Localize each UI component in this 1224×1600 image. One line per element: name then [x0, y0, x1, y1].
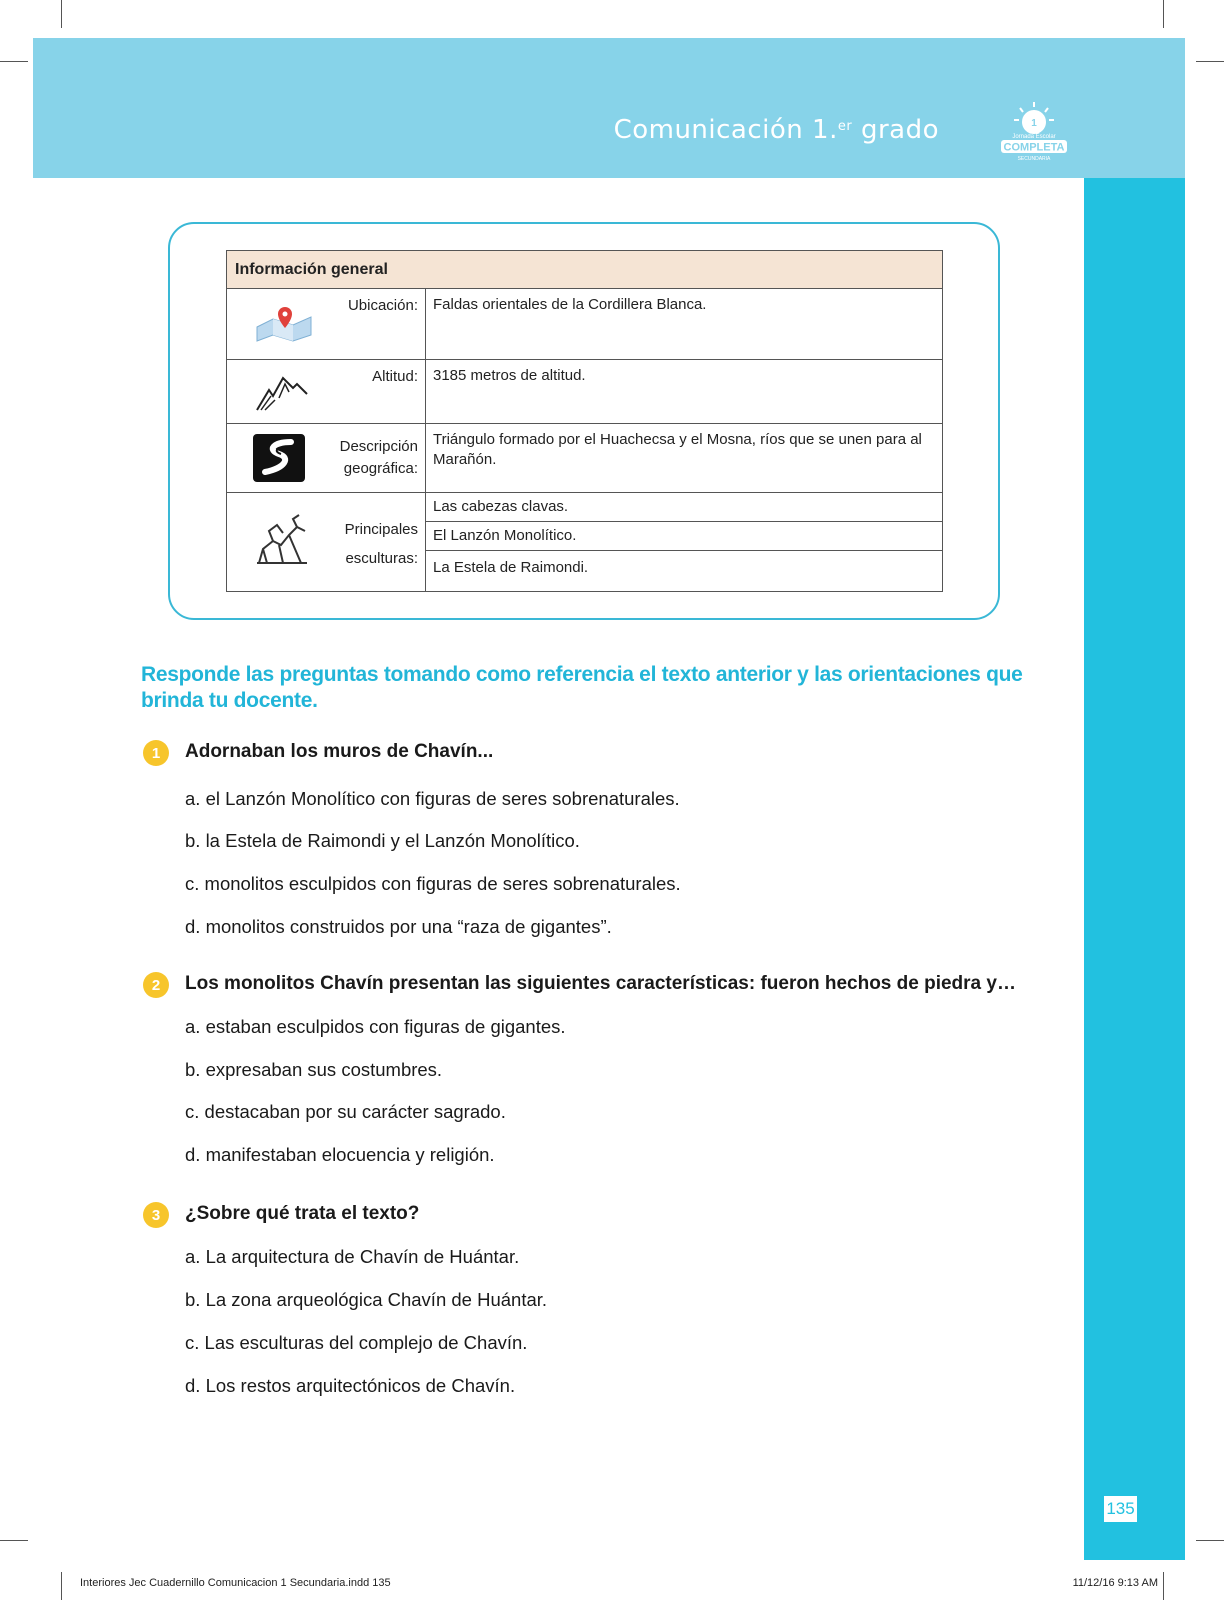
question-text: Los monolitos Chavín presentan las siguientes características: fueron hechos de piedra y…	[185, 973, 1016, 994]
footer-timestamp: 11/12/16 9:13 AM	[1072, 1577, 1158, 1589]
instructions-heading: Responde las preguntas tomando como referencia el texto anterior y las orientaciones que brinda tu docente.	[141, 663, 1023, 712]
question-text: ¿Sobre qué trata el texto?	[185, 1203, 420, 1224]
crop-mark	[61, 0, 62, 28]
answer-option[interactable]: a. La arquitectura de Chavín de Huántar.	[185, 1246, 520, 1267]
question-number-badge: 1	[143, 740, 169, 766]
question-number-badge: 3	[143, 1202, 169, 1228]
sculpture-icon	[253, 513, 311, 571]
info-row-esculturas	[227, 493, 943, 592]
row-label: Altitud:	[372, 368, 418, 385]
jornada-completa-logo	[993, 98, 1075, 162]
row-label	[340, 436, 418, 480]
answer-option[interactable]: c. monolitos esculpidos con figuras de seres sobrenaturales.	[185, 873, 681, 894]
row-value: 3185 metros de altitud.	[433, 367, 586, 384]
title-tail: grado	[852, 115, 939, 145]
question-text: Adornaban los muros de Chavín...	[185, 741, 494, 762]
svg-text:COMPLETA: COMPLETA	[1003, 141, 1065, 154]
row-value: Triángulo formado por el Huachecsa y el Mosna, ríos que se unen para al Marañón.	[433, 431, 922, 468]
info-table-heading-row	[227, 251, 943, 289]
answer-option[interactable]: c. Las esculturas del complejo de Chavín.	[185, 1332, 528, 1353]
info-row-descripcion	[227, 424, 943, 493]
sculpture-item: Las cabezas clavas.	[426, 493, 942, 522]
side-band	[1084, 178, 1185, 1560]
info-row-altitud	[227, 360, 943, 424]
label-line: geográfica:	[343, 460, 418, 477]
crop-mark	[0, 1540, 28, 1541]
mountain-icon	[253, 370, 311, 418]
title-sup: er	[837, 119, 853, 134]
answer-option[interactable]: d. manifestaban elocuencia y religión.	[185, 1144, 495, 1165]
answer-option[interactable]: b. expresaban sus costumbres.	[185, 1059, 443, 1080]
svg-text:1: 1	[1031, 118, 1037, 129]
crop-mark	[1196, 1540, 1224, 1541]
info-row-ubicacion	[227, 289, 943, 360]
row-value: Faldas orientales de la Cordillera Blanca.	[433, 296, 707, 313]
answer-option[interactable]: a. estaban esculpidos con figuras de gigantes.	[185, 1016, 566, 1037]
info-table-heading: Información general	[227, 251, 943, 289]
info-table	[226, 250, 943, 592]
river-icon	[253, 434, 305, 486]
label-line: esculturas:	[345, 550, 418, 567]
svg-text:SECUNDARIA: SECUNDARIA	[1017, 156, 1051, 162]
sculpture-item: La Estela de Raimondi.	[433, 559, 589, 576]
answer-option[interactable]: a. el Lanzón Monolítico con figuras de seres sobrenaturales.	[185, 788, 680, 809]
svg-text:Jornada Escolar: Jornada Escolar	[1012, 134, 1056, 140]
answer-option[interactable]: d. Los restos arquitectónicos de Chavín.	[185, 1375, 516, 1396]
crop-mark	[1163, 0, 1164, 28]
label-line: Principales	[344, 521, 418, 538]
crop-mark	[1196, 61, 1224, 62]
answer-option[interactable]: c. destacaban por su carácter sagrado.	[185, 1101, 506, 1122]
page-number: 135	[1104, 1496, 1137, 1522]
crop-mark	[0, 61, 28, 62]
location-map-icon	[253, 303, 315, 347]
title-main: Comunicación 1.	[613, 115, 838, 145]
row-label	[345, 515, 418, 573]
sculpture-item: El Lanzón Monolítico.	[426, 522, 942, 551]
row-label: Ubicación:	[347, 297, 418, 314]
answer-option[interactable]: d. monolitos construidos por una “raza de gigantes”.	[185, 916, 612, 937]
question-number-badge: 2	[143, 972, 169, 998]
answer-option[interactable]: b. la Estela de Raimondi y el Lanzón Monolítico.	[185, 830, 580, 851]
page-title	[614, 115, 939, 145]
crop-mark	[1163, 1572, 1164, 1600]
label-line: Descripción	[339, 438, 418, 455]
answer-option[interactable]: b. La zona arqueológica Chavín de Huántar.	[185, 1289, 548, 1310]
footer-filename: Interiores Jec Cuadernillo Comunicacion 1 Secundaria.indd 135	[80, 1577, 391, 1589]
crop-mark	[61, 1572, 62, 1600]
